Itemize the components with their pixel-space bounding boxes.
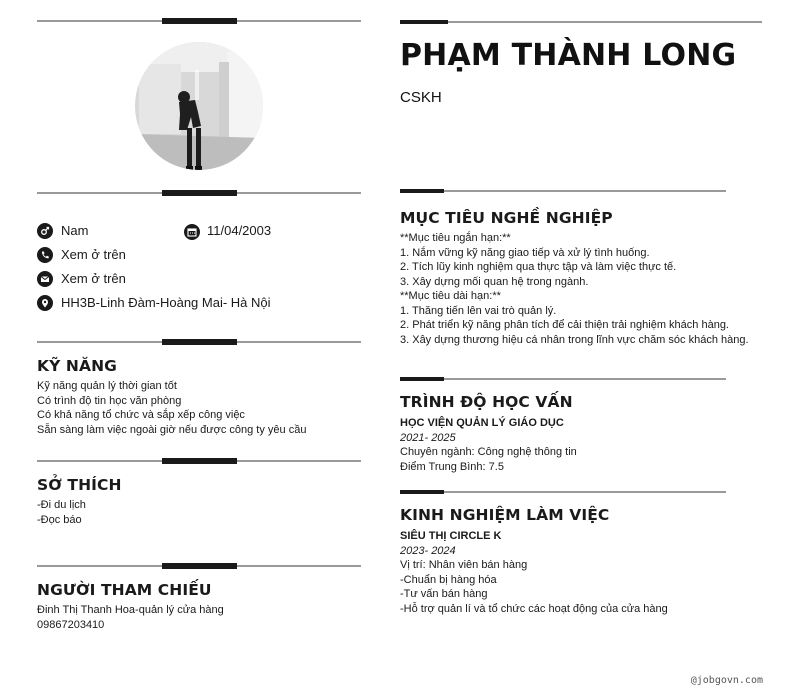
address-text: HH3B-Linh Đàm-Hoàng Mai- Hà Nội (61, 295, 271, 310)
list-item: Đinh Thị Thanh Hoa-quản lý cửa hàng (37, 604, 224, 616)
company-name: SIÊU THỊ CIRCLE K (400, 530, 502, 542)
list-item: -Đọc báo (37, 513, 82, 526)
hobbies-list (37, 498, 86, 527)
divider (400, 377, 726, 382)
list-item: Sẵn sàng làm việc ngoài giờ nếu được công ty yêu cầu (37, 423, 307, 436)
text-line: 3. Xây dựng thương hiệu cá nhân trong lĩnh vực chăm sóc khách hàng. (400, 333, 749, 346)
education-major: Chuyên ngành: Công nghệ thông tin (400, 446, 577, 458)
divider (37, 563, 361, 569)
education-period: 2021- 2025 (400, 431, 456, 444)
skills-list (37, 379, 306, 437)
avatar (135, 42, 263, 170)
school-name: HỌC VIỆN QUẢN LÝ GIÁO DỤC (400, 417, 564, 429)
full-name: PHẠM THÀNH LONG (400, 38, 737, 73)
location-icon (37, 295, 53, 311)
list-item: Kỹ năng quản lý thời gian tốt (37, 380, 177, 392)
phone-text: Xem ở trên (61, 247, 126, 262)
watermark: @jobgovn.com (690, 675, 763, 686)
references-title: NGƯỜI THAM CHIẾU (37, 581, 212, 599)
divider (400, 20, 762, 25)
birthdate-text: 11/04/2003 (207, 223, 272, 238)
gender-text: Nam (61, 223, 89, 238)
gender-icon (37, 223, 53, 239)
divider (37, 458, 361, 464)
text-line: **Mục tiêu ngắn hạn:** (400, 232, 511, 244)
experience-title: KINH NGHIỆM LÀM VIỆC (400, 506, 610, 524)
list-item: Có trình độ tin học văn phòng (37, 394, 182, 407)
text-line: -Chuẩn bị hàng hóa (400, 573, 497, 586)
text-line: 2. Phát triển kỹ năng phân tích để cải thiện trải nghiệm khách hàng. (400, 319, 729, 331)
education-title: TRÌNH ĐỘ HỌC VẤN (400, 393, 573, 411)
objective-text (400, 231, 749, 347)
references-list (37, 603, 224, 632)
divider (37, 190, 361, 196)
hobbies-title: SỞ THÍCH (37, 476, 122, 494)
text-line: -Tư vấn bán hàng (400, 588, 488, 600)
calendar-icon (184, 224, 200, 240)
experience-period: 2023- 2024 (400, 544, 456, 557)
text-line: 2. Tích lũy kinh nghiệm qua thực tập và làm việc thực tế. (400, 261, 677, 273)
list-item: -Đi du lịch (37, 499, 86, 511)
divider (37, 18, 361, 24)
list-item: Có khả năng tổ chức và sắp xếp công việc (37, 409, 245, 421)
education-detail (400, 416, 577, 474)
text-line: Vị trí: Nhân viên bán hàng (400, 559, 528, 571)
divider (37, 339, 361, 345)
job-title: CSKH (400, 89, 442, 106)
divider (400, 189, 726, 194)
text-line: 3. Xây dựng mối quan hệ trong ngành. (400, 275, 589, 288)
skills-title: KỸ NĂNG (37, 357, 117, 375)
objective-title: MỤC TIÊU NGHỀ NGHIỆP (400, 209, 613, 227)
text-line: **Mục tiêu dài hạn:** (400, 290, 501, 302)
list-item: 09867203410 (37, 618, 105, 631)
education-gpa: Điểm Trung Bình: 7.5 (400, 460, 504, 473)
divider (400, 490, 726, 495)
text-line: 1. Thăng tiến lên vai trò quản lý. (400, 304, 557, 317)
phone-icon (37, 247, 53, 263)
email-text: Xem ở trên (61, 271, 126, 286)
experience-detail (400, 529, 668, 616)
text-line: 1. Nắm vững kỹ năng giao tiếp và xử lý tình huống. (400, 246, 650, 259)
email-icon (37, 271, 53, 287)
text-line: -Hỗ trợ quản lí và tổ chức các hoạt động của cửa hàng (400, 602, 668, 615)
